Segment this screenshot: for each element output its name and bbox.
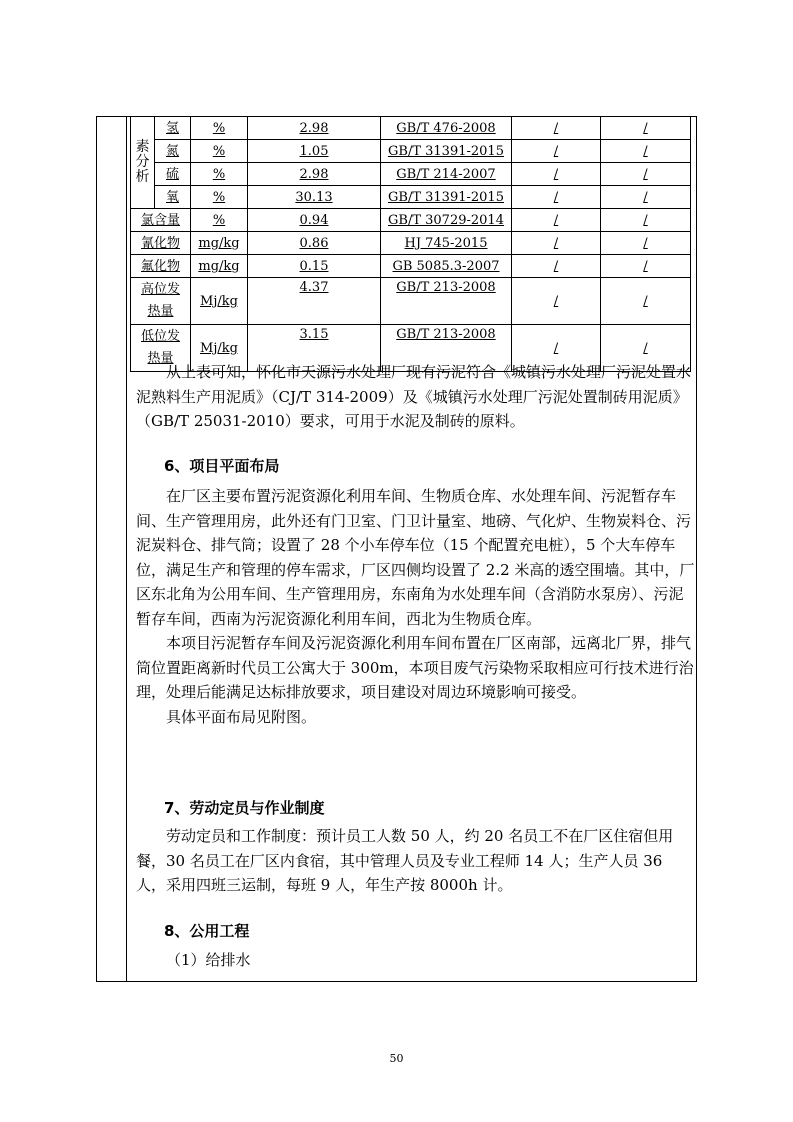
param-standard: GB/T 476-2008 <box>381 117 512 140</box>
section-6-body <box>136 484 696 729</box>
param-limit-a: / <box>512 163 601 186</box>
param-standard: HJ 745-2015 <box>381 232 512 255</box>
element-analysis-group-cell <box>131 117 155 209</box>
param-value: 0.86 <box>248 232 381 255</box>
param-name: 氮 <box>155 140 191 163</box>
param-name-line: 热量 <box>147 304 174 319</box>
param-value: 30.13 <box>248 186 381 209</box>
group-label-char: 分 <box>135 154 150 170</box>
param-limit-a: / <box>512 325 601 372</box>
param-value: 1.05 <box>248 140 381 163</box>
param-standard: GB/T 30729-2014 <box>381 209 512 232</box>
section-7-heading: 7、劳动定员与作业制度 <box>164 799 325 817</box>
table-row <box>131 209 691 232</box>
section-8-heading: 8、公用工程 <box>164 922 250 940</box>
group-label-char: 析 <box>135 169 150 185</box>
param-limit-a: / <box>512 140 601 163</box>
section-6-paragraph: 本项目污泥暂存车间及污泥资源化利用车间布置在厂区南部，远离北厂界，排气筒位置距离新时代员工公寓大于 300m，本项目废气污染物采取相应可行技术进行治理，处理后能满足达标排放要求，项目建设对周边环境影响可接受。 <box>136 634 694 701</box>
param-limit-b: / <box>601 209 691 232</box>
section-6-heading: 6、项目平面布局 <box>164 457 280 475</box>
section-6-paragraph: 具体平面布局见附图。 <box>166 707 317 726</box>
param-name-line: 热量 <box>147 351 174 366</box>
param-limit-b: / <box>601 232 691 255</box>
param-unit: % <box>191 209 248 232</box>
section-6-paragraph: 在厂区主要布置污泥资源化利用车间、生物质仓库、水处理车间、污泥暂存车间、生产管理用房，此外还有门卫室、门卫计量室、地磅、气化炉、生物炭料仓、污泥炭料仓、排气筒；设置了 28 个小车停车位（15 个配置充电桩），5 个大车停车位，满足生产和管理的停车需求，厂区四侧均设置了 2.2 米高的透空围墙。其中，厂区东北角为公用车间、生产管理用房，东南角为水处理车间（含消防水泵房）、污泥暂存车间，西南为污泥资源化利用车间，西北为生物质仓库。 <box>136 487 695 628</box>
param-value: 2.98 <box>248 117 381 140</box>
param-unit: Mj/kg <box>191 325 248 372</box>
table-row <box>131 232 691 255</box>
param-name-line: 低位发 <box>140 329 180 344</box>
param-name: 氟化物 <box>131 255 191 278</box>
param-limit-b: / <box>601 117 691 140</box>
conclusion-text: 从上表可知，怀化市天源污水处理厂现有污泥符合《城镇污水处理厂污泥处置水泥熟料生产用泥质》（CJ/T 314-2009）及《城镇污水处理厂污泥处置制砖用泥质》（GB/T 25031-2010）要求，可用于水泥及制砖的原料。 <box>136 363 692 430</box>
table-row <box>131 117 691 140</box>
param-unit: Mj/kg <box>191 278 248 325</box>
param-value: 3.15 <box>248 325 381 372</box>
param-standard: GB/T 213-2008 <box>381 325 512 372</box>
param-standard: GB/T 213-2008 <box>381 278 512 325</box>
param-name-line: 高位发 <box>140 282 180 297</box>
section-7-paragraph: 劳动定员和工作制度：预计员工人数 50 人，约 20 名员工不在厂区住宿但用餐，30 名员工在厂区内食宿，其中管理人员及专业工程师 14 人；生产人员 36 人，采用四班三运制，每班 9 人，年生产按 8000h 计。 <box>136 827 674 894</box>
param-limit-a: / <box>512 209 601 232</box>
param-value: 2.98 <box>248 163 381 186</box>
param-limit-a: / <box>512 255 601 278</box>
param-limit-b: / <box>601 163 691 186</box>
param-standard: GB/T 31391-2015 <box>381 140 512 163</box>
param-unit: % <box>191 140 248 163</box>
table-row <box>131 186 691 209</box>
param-limit-b: / <box>601 278 691 325</box>
table-row <box>131 255 691 278</box>
param-limit-b: / <box>601 255 691 278</box>
conclusion-paragraph <box>136 360 696 434</box>
section-8-item: （1）给排水 <box>166 951 251 969</box>
frame-left-column-divider <box>126 116 127 982</box>
section-8-body <box>136 948 696 973</box>
param-standard: GB/T 31391-2015 <box>381 186 512 209</box>
param-value: 0.94 <box>248 209 381 232</box>
param-name: 氯含量 <box>131 209 191 232</box>
param-limit-a: / <box>512 186 601 209</box>
param-limit-a: / <box>512 232 601 255</box>
param-name: 硫 <box>155 163 191 186</box>
param-unit: % <box>191 163 248 186</box>
param-unit: mg/kg <box>191 255 248 278</box>
param-limit-a: / <box>512 117 601 140</box>
table-row <box>131 163 691 186</box>
param-limit-b: / <box>601 325 691 372</box>
param-name: 氢 <box>155 117 191 140</box>
param-limit-b: / <box>601 186 691 209</box>
param-standard: GB/T 214-2007 <box>381 163 512 186</box>
param-unit: % <box>191 117 248 140</box>
sludge-analysis-table <box>130 116 691 372</box>
param-name: 氧 <box>155 186 191 209</box>
group-label-char: 素 <box>135 139 150 155</box>
param-standard: GB 5085.3-2007 <box>381 255 512 278</box>
page-number: 50 <box>389 1052 404 1065</box>
table-row <box>131 278 691 325</box>
param-value: 4.37 <box>248 278 381 325</box>
param-limit-b: / <box>601 140 691 163</box>
param-value: 0.15 <box>248 255 381 278</box>
table-row <box>131 140 691 163</box>
param-name: 氰化物 <box>131 232 191 255</box>
section-7-body <box>136 824 696 898</box>
param-unit: % <box>191 186 248 209</box>
param-unit: mg/kg <box>191 232 248 255</box>
param-name-cell <box>131 278 191 325</box>
param-limit-a: / <box>512 278 601 325</box>
